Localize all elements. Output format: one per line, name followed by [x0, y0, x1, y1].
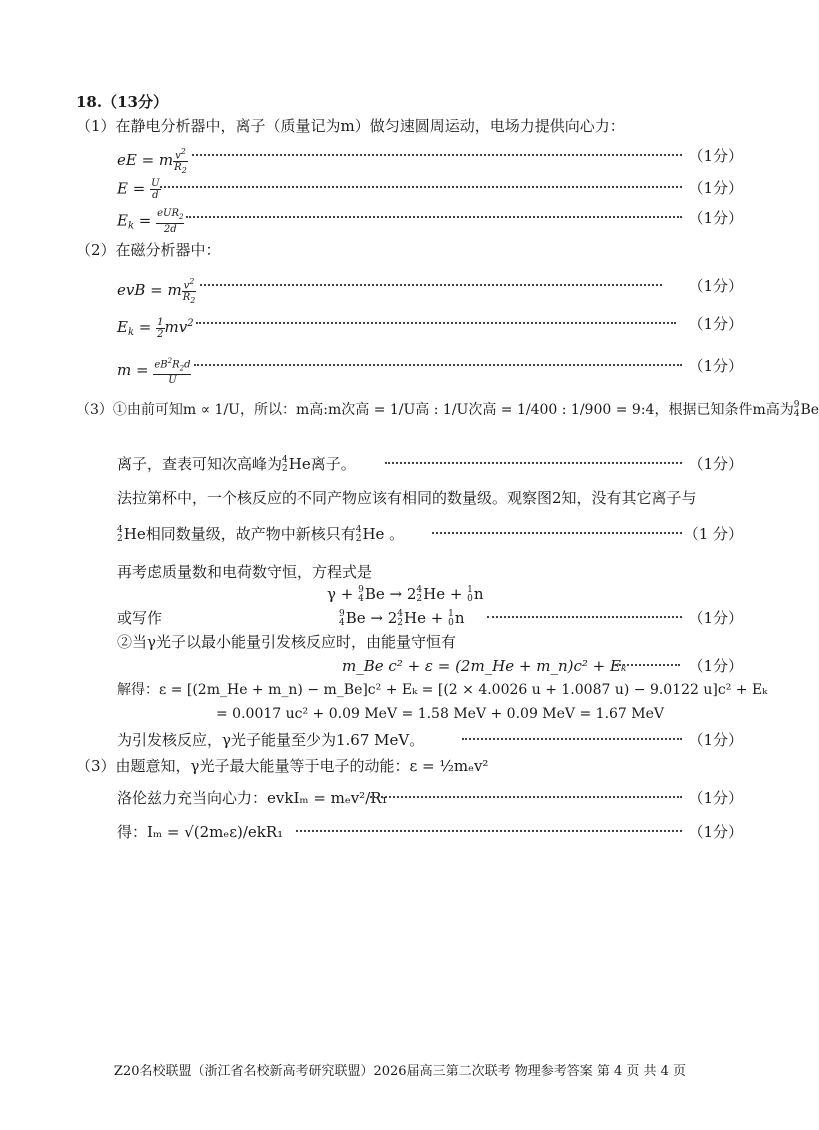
leader-dots	[192, 146, 682, 156]
part4-line2-row	[0, 788, 800, 814]
part1-eq3-row	[0, 208, 800, 234]
part2-intro-row	[0, 240, 800, 266]
leader-dots	[612, 656, 680, 666]
leader-dots	[196, 314, 676, 324]
part3-line2-row	[0, 454, 800, 480]
question-heading: 18.（13分）	[76, 93, 168, 111]
part3-line4-row	[0, 524, 800, 550]
question-heading-row	[0, 92, 800, 118]
reaction-equation: γ + 9 4 Be → 2 4 2 He + 1 0 n	[327, 585, 484, 604]
equation: $E_k$ = $\frac{eUR_2}{2d}$	[117, 208, 184, 235]
nuclide-be9: 9 4	[793, 400, 800, 419]
score-label: （1分）	[688, 357, 743, 375]
part3-line8: ②当γ光子以最小能量引发核反应时，由能量守恒有	[117, 633, 456, 651]
page-footer: Z20名校联盟（浙江省名校新高考研究联盟）2026届高三第二次联考 物理参考答案 第 4 页 共 4 页	[113, 1064, 687, 1079]
energy-equation: m_Be c² + ε = (2m_He + m_n)c² + Eₖ	[342, 657, 627, 675]
solution-result-row	[0, 704, 800, 730]
solution-equation: 解得：ε = [(2m_He + m_n) − m_Be]c² + Eₖ = [(2 × 4.0026 u + 1.0087 u) − 9.0122 u]c² + Eₖ	[117, 682, 768, 698]
leader-dots	[194, 356, 682, 366]
part3-line1-row	[0, 400, 819, 426]
part3-line8-row	[0, 632, 800, 658]
nuclide-he4: 4 2	[282, 455, 288, 474]
leader-dots	[186, 208, 682, 218]
solution-row	[0, 680, 800, 706]
part3-line5: 再考虑质量数和电荷数守恒，方程式是	[117, 563, 373, 581]
score-label: （1分）	[688, 789, 743, 807]
part1-intro-row	[0, 116, 800, 142]
score-label: （1分）	[688, 731, 743, 749]
part2-intro: （2）在磁分析器中：	[76, 241, 221, 259]
part4-line3-row	[0, 822, 800, 848]
leader-dots	[385, 454, 682, 464]
part3-line7: 或写作	[117, 609, 163, 627]
part3-line1: （3）①由前可知m ∝ 1/U，所以：m高:m次高 = 1/U高 : 1/U次高 = 1/400 : 1/900 = 9:4，根据已知条件m高为 9 4 Be	[76, 400, 819, 419]
part3-line12: 为引发核反应，γ光子能量至少为1.67 MeV。	[117, 731, 425, 749]
leader-dots	[432, 524, 682, 534]
solution-result: = 0.0017 uc² + 0.09 MeV = 1.58 MeV + 0.09 MeV = 1.67 MeV	[216, 706, 665, 722]
nuclide-he4: 4 2	[355, 525, 362, 544]
reaction-equation-alt: 9 4 Be → 2 4 2 He + 1 0 n	[339, 609, 465, 628]
score-label: （1分）	[688, 277, 743, 295]
part3-line3-row	[0, 488, 800, 514]
energy-conservation-row	[0, 656, 800, 682]
equation: evB = m $\frac{v^2}{R_2}$	[117, 277, 196, 306]
equation: E = $\frac{U}{d}$	[117, 178, 160, 201]
part4-line2: 洛伦兹力充当向心力：evkIₘ = mₑv²/R₁	[117, 789, 388, 807]
leader-dots	[160, 178, 682, 188]
part3-line2: 离子，查表可知次高峰为 4 2 He离子。	[117, 455, 356, 474]
score-label: （1分）	[688, 209, 743, 227]
part3-line12-row	[0, 730, 800, 756]
part4-line1-row	[0, 756, 800, 782]
part4-line1: （3）由题意知，γ光子最大能量等于电子的动能：ε = ½mₑv²	[76, 757, 489, 775]
score-label: （1分）	[688, 657, 743, 675]
equation: $E_k$ = $\frac{1}{2}$ $mv^2$	[117, 316, 194, 340]
part4-line3: 得：Iₘ = √(2mₑε)/ekR₁	[117, 823, 284, 841]
leader-dots	[462, 730, 682, 740]
part3-line4: 4 2 He相同数量级，故产物中新核只有 4 2 He 。	[117, 525, 405, 544]
leader-dots	[200, 276, 662, 286]
score-label: （1分）	[688, 609, 743, 627]
leader-dots	[296, 822, 682, 832]
part2-eq3-row	[0, 356, 800, 387]
reaction-alt-row	[0, 608, 800, 634]
score-label: （1 分）	[683, 525, 743, 543]
score-label: （1分）	[688, 179, 743, 197]
score-label: （1分）	[688, 455, 743, 473]
equation: eE = m $\frac{v^2}{R_2}$	[117, 147, 187, 176]
part1-eq1-row	[0, 146, 800, 176]
leader-dots	[370, 788, 682, 798]
part3-line3: 法拉第杯中，一个核反应的不同产物应该有相同的数量级。观察图2知，没有其它离子与	[117, 489, 697, 507]
nuclide-he4: 4 2	[117, 525, 123, 544]
score-label: （1分）	[688, 823, 743, 841]
part1-intro: （1）在静电分析器中，离子（质量记为m）做匀速圆周运动，电场力提供向心力：	[76, 117, 625, 135]
leader-dots	[487, 608, 682, 618]
equation: m = $\frac{eB^2R_2d}{U}$	[117, 357, 191, 387]
reaction-equation-row	[0, 584, 800, 610]
part2-eq2-row	[0, 314, 800, 340]
part2-eq1-row	[0, 276, 800, 306]
part1-eq2-row	[0, 178, 800, 204]
score-label: （1分）	[688, 315, 743, 333]
score-label: （1分）	[688, 147, 743, 165]
